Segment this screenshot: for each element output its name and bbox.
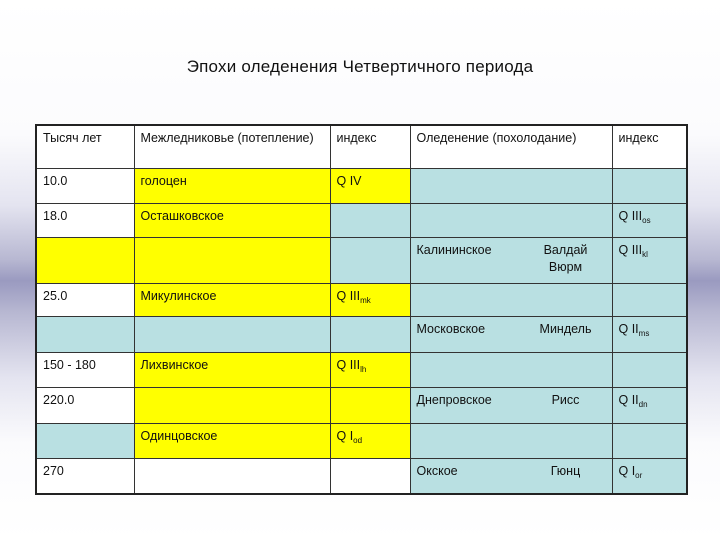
table-row [36, 387, 687, 423]
cell-index [330, 423, 410, 458]
glacial-name: Калининское [416, 243, 492, 258]
index-main: Q II [618, 322, 639, 337]
cell-interglacial: Одинцовское [134, 423, 330, 458]
cell-interglacial: Микулинское [134, 283, 330, 316]
cell-glacial [410, 204, 612, 238]
alpine-name: Миндель [539, 322, 592, 337]
index-sub: mk [360, 295, 371, 305]
cell-interglacial [134, 317, 330, 353]
cell-glacial [410, 387, 612, 423]
table-row [36, 238, 687, 283]
cell-interglacial: Лихвинское [134, 353, 330, 387]
cell-index [330, 317, 410, 353]
index-main: Q II [618, 392, 639, 407]
cell-glacial-index [612, 387, 687, 423]
cell-index [330, 387, 410, 423]
cell-glacial-index [612, 317, 687, 353]
index-sub: os [642, 216, 651, 226]
index-sub: lh [360, 365, 367, 375]
cell-index [330, 283, 410, 316]
header-glacial: Оледенение (похолодание) [410, 125, 612, 168]
index-sub: od [353, 435, 363, 445]
table-row [36, 353, 687, 387]
cell-interglacial [134, 238, 330, 283]
cell-glacial [410, 423, 612, 458]
index-main: Q III [336, 288, 361, 303]
alpine-name: Рисс [551, 392, 580, 407]
cell-glacial-index [612, 459, 687, 494]
cell-years: 25.0 [36, 283, 134, 316]
header-interglacial: Межледниковье (потепление) [134, 125, 330, 168]
alpine-name: Гюнц [550, 464, 581, 479]
index-main: Q IV [336, 173, 362, 188]
cell-glacial [410, 238, 612, 283]
cell-index [330, 459, 410, 494]
cell-index [330, 238, 410, 283]
table-row [36, 204, 687, 238]
cell-years [36, 423, 134, 458]
table-row [36, 423, 687, 458]
cell-glacial-index [612, 238, 687, 283]
glacial-name: Московское [416, 322, 486, 337]
glaciation-table [35, 124, 688, 495]
cell-interglacial: Осташковское [134, 204, 330, 238]
cell-years: 220.0 [36, 387, 134, 423]
cell-years: 10.0 [36, 168, 134, 203]
table-row [36, 317, 687, 353]
index-sub: or [635, 471, 643, 481]
cell-years [36, 238, 134, 283]
cell-glacial-index [612, 168, 687, 203]
index-main: Q I [618, 464, 636, 479]
alpine-name: Валдай Вюрм [543, 243, 588, 274]
cell-interglacial: голоцен [134, 168, 330, 203]
index-sub: dn [638, 399, 648, 409]
cell-glacial [410, 317, 612, 353]
index-main: Q III [618, 243, 643, 258]
cell-index [330, 168, 410, 203]
index-sub: kl [642, 250, 648, 260]
cell-glacial [410, 168, 612, 203]
glacial-name: Окское [416, 464, 458, 479]
cell-years: 150 - 180 [36, 353, 134, 387]
table-header-row [36, 125, 687, 168]
table-row [36, 459, 687, 494]
cell-glacial-index [612, 423, 687, 458]
cell-glacial [410, 459, 612, 494]
index-sub: ms [638, 329, 650, 339]
glacial-name: Днепровское [416, 392, 492, 407]
cell-index [330, 204, 410, 238]
table-row [36, 168, 687, 203]
table-row [36, 283, 687, 316]
index-main: Q I [336, 428, 354, 443]
cell-glacial-index [612, 283, 687, 316]
cell-glacial [410, 283, 612, 316]
slide-title: Эпохи оледенения Четвертичного периода [186, 57, 534, 76]
cell-years [36, 317, 134, 353]
cell-glacial-index [612, 204, 687, 238]
cell-interglacial [134, 459, 330, 494]
header-years: Тысяч лет [36, 125, 134, 168]
cell-years: 18.0 [36, 204, 134, 238]
cell-glacial-index [612, 353, 687, 387]
cell-interglacial [134, 387, 330, 423]
cell-glacial [410, 353, 612, 387]
header-index-2: индекс [612, 125, 687, 168]
cell-index [330, 353, 410, 387]
index-main: Q III [618, 209, 643, 224]
index-main: Q III [336, 358, 361, 373]
cell-years: 270 [36, 459, 134, 494]
header-index-1: индекс [330, 125, 410, 168]
